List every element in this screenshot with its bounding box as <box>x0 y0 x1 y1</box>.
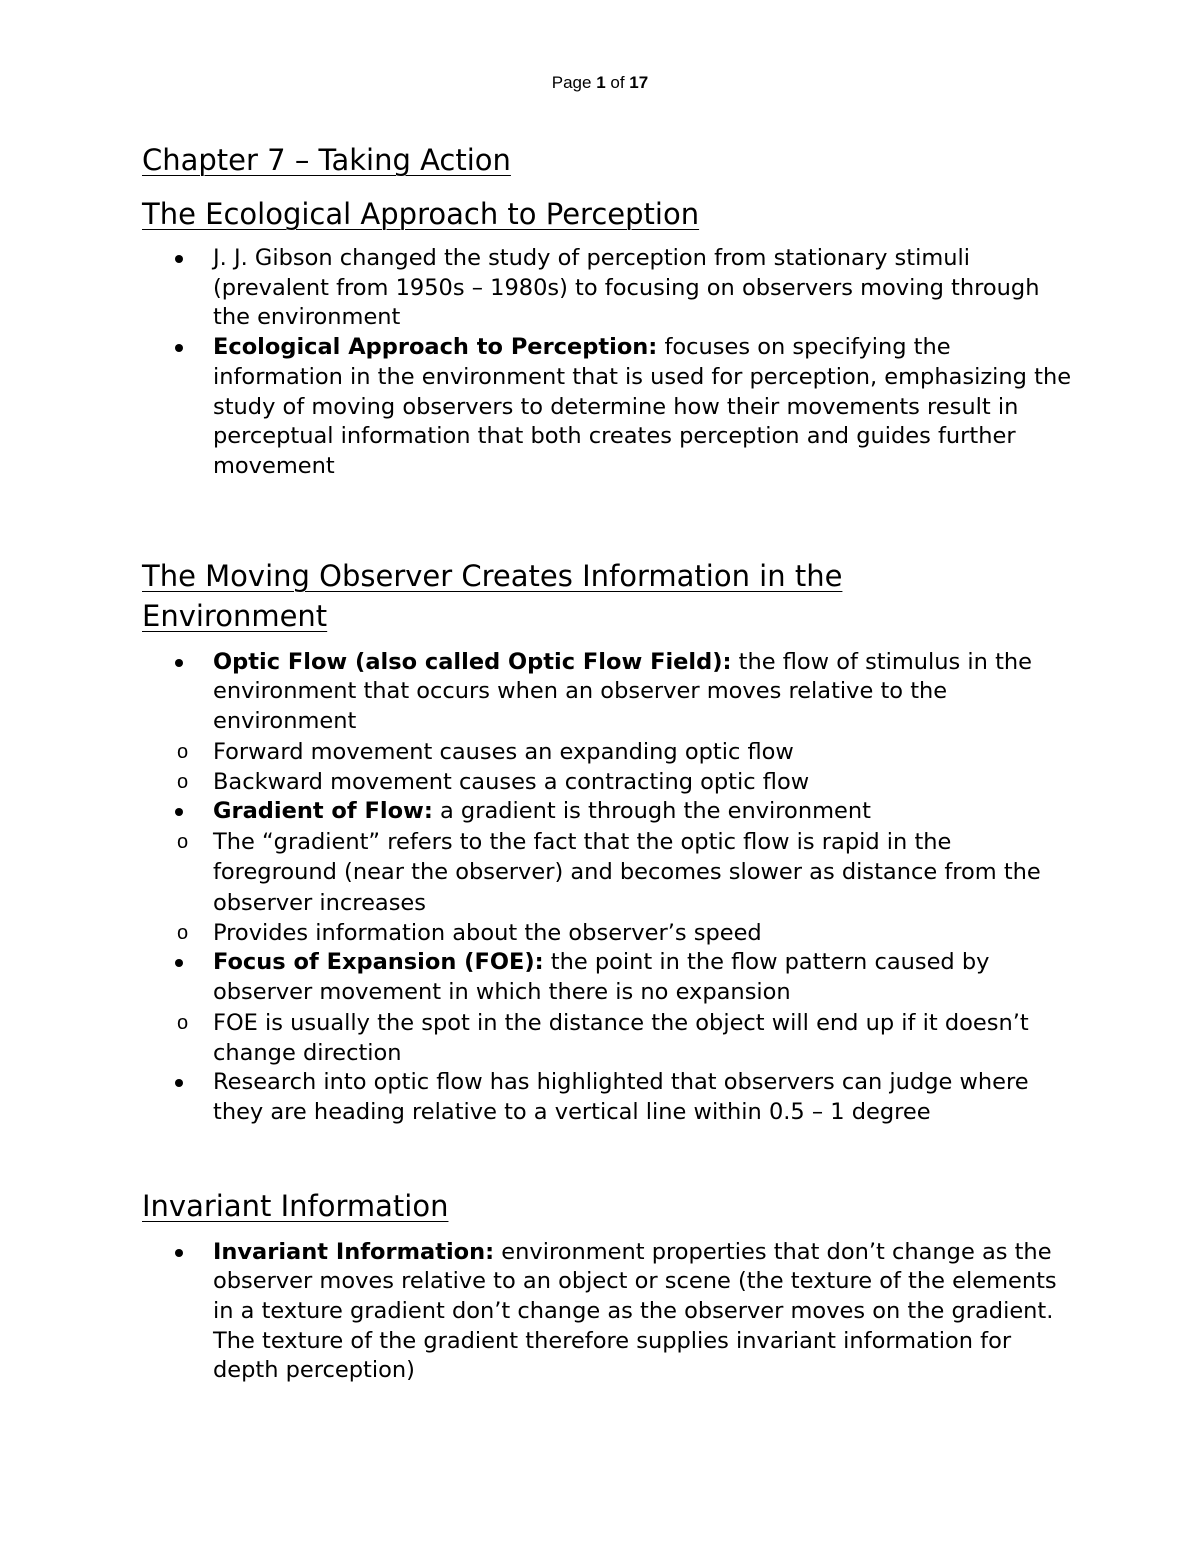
sub-list-item: o The “gradient” refers to the fact that the optic flow is rapid in the foreground (near the observer) and becomes slower as distance from the observer increases <box>177 829 1041 916</box>
section-title: Invariant Information <box>142 1188 449 1223</box>
page-number-header: Page 1 of 17 <box>551 73 649 92</box>
sub-list-item: o Provides information about the observer’s speed <box>177 919 762 946</box>
section-title: The Ecological Approach to Perception <box>142 197 700 231</box>
section-title: The Moving Observer Creates Information in the Environment <box>142 558 843 633</box>
bullet-list <box>142 1238 1072 1387</box>
list-item: Optic Flow (also called Optic Flow Field): the flow of stimulus in the environment that occurs when an observer moves relative to the environment <box>142 648 1072 737</box>
list-item: J. J. Gibson changed the study of perception from stationary stimuli (prevalent from 1950s – 1980s) to focusing on observers moving through the environment <box>142 244 1072 333</box>
sub-list-item: o Backward movement causes a contracting optic flow <box>177 769 810 796</box>
bullet-list <box>142 648 1072 1128</box>
sub-list-item: o FOE is usually the spot in the distance the object will end up if it doesn’t change direction <box>177 1009 1029 1066</box>
list-item: Focus of Expansion (FOE): the point in the flow pattern caused by observer movement in which there is no expansion <box>142 948 1072 1007</box>
bullet-list <box>142 244 1072 482</box>
sub-list-item: o Forward movement causes an expanding optic flow <box>177 738 794 765</box>
list-item: Gradient of Flow: a gradient is through the environment <box>142 797 1072 827</box>
list-item: Invariant Information: environment properties that don’t change as the observer moves relative to an object or scene (the texture of the elements in a texture gradient don’t change as the observer moves on the gradient. The texture of the gradient therefore supplies invariant information for depth perception) <box>142 1238 1072 1387</box>
chapter-title: Chapter 7 – Taking Action <box>142 143 511 177</box>
document-body <box>142 140 1072 1386</box>
list-item: Ecological Approach to Perception: focuses on specifying the information in the environment that is used for perception, emphasizing the study of moving observers to determine how their movements result in perceptual information that both creates perception and guides further movement <box>142 333 1072 482</box>
list-item: Research into optic flow has highlighted that observers can judge where they are heading relative to a vertical line within 0.5 – 1 degree <box>142 1068 1072 1127</box>
